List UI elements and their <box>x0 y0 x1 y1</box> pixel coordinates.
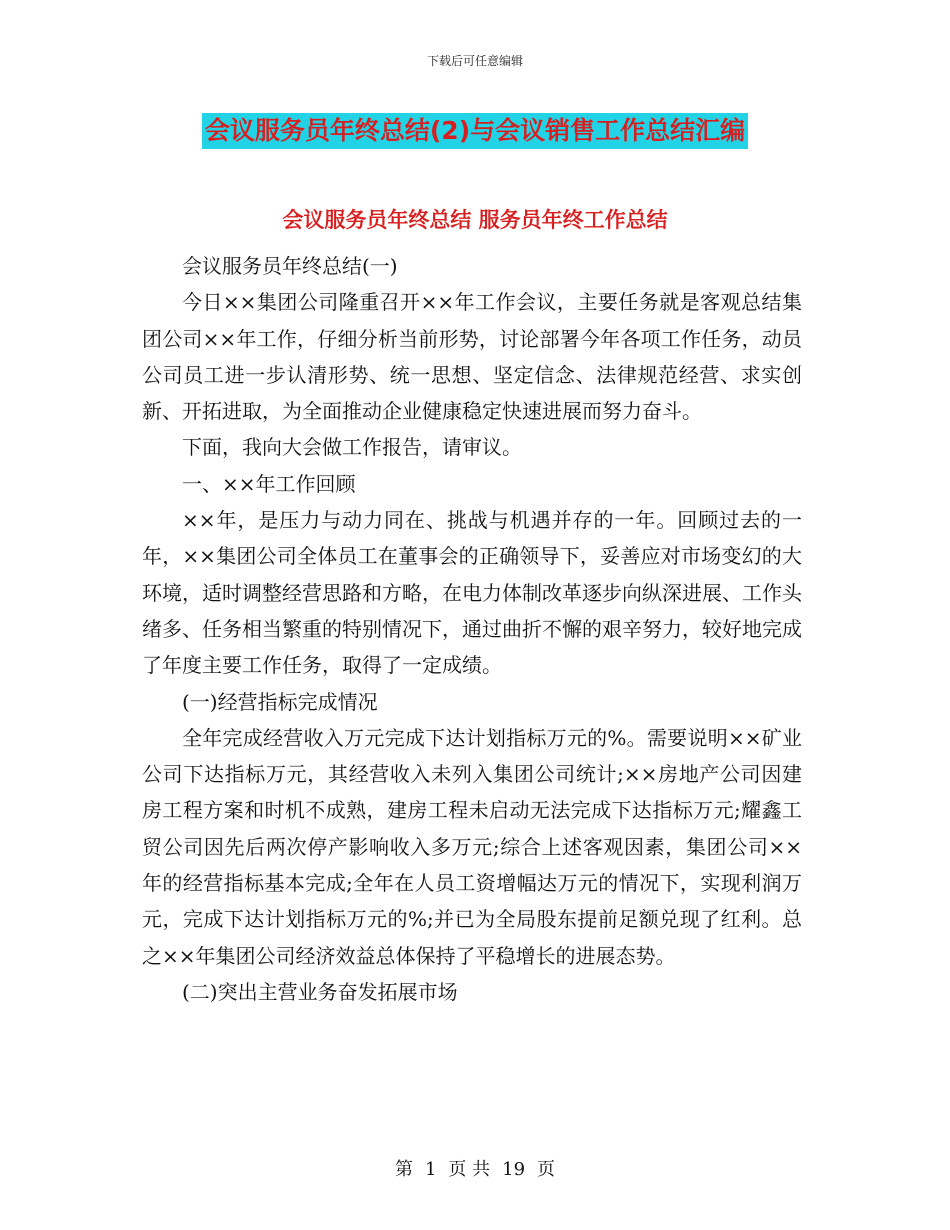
page-footer <box>0 1155 950 1181</box>
section-title: 会议服务员年终总结 服务员年终工作总结 <box>282 208 668 232</box>
paragraph-heading-4: (二)突出主营业务奋发拓展市场 <box>182 979 458 1004</box>
document-title: 会议服务员年终总结(2)与会议销售工作总结汇编 <box>202 113 748 149</box>
header-note: 下载后可任意编辑 <box>426 54 523 68</box>
paragraph: 今日××集团公司隆重召开××年工作会议，主要任务就是客观总结集团公司××年工作，仔细分析当前形势，讨论部署今年各项工作任务，动员公司员工进一步认清形势、统一思想、坚定信念、法律规范经营、求实创新、开拓进取，为全面推动企业健康稳定快速进展而努力奋斗。 <box>142 290 802 424</box>
page-mid: 页 共 <box>448 1159 491 1180</box>
paragraph-heading-1: 会议服务员年终总结(一) <box>182 254 398 278</box>
paragraph: ××年，是压力与动力同在、挑战与机遇并存的一年。回顾过去的一年，××集团公司全体员工在董事会的正确领导下，妥善应对市场变幻的大环境，适时调整经营思路和方略，在电力体制改革逐步向纵深进展、工作头绪多、任务相当繁重的特别情况下，通过曲折不懈的艰辛努力，较好地完成了年度主要工作任务，取得了一定成绩。 <box>142 508 802 678</box>
paragraph-heading-3: (一)经营指标完成情况 <box>182 689 378 714</box>
page-prefix: 第 <box>394 1159 413 1180</box>
main-title-wrap <box>0 113 950 149</box>
page-suffix: 页 <box>537 1159 556 1180</box>
page-number: 1 <box>424 1159 437 1180</box>
paragraph-heading-2: 一、××年工作回顾 <box>182 471 356 496</box>
paragraph: 全年完成经营收入万元完成下达计划指标万元的%。需要说明××矿业公司下达指标万元，其经营收入未列入集团公司统计;××房地产公司因建房工程方案和时机不成熟，建房工程未启动无法完成下达指标万元;耀鑫工贸公司因先后两次停产影响收入多万元;综合上述客观因素，集团公司××年的经营指标基本完成;全年在人员工资增幅达万元的情况下，实现利润万元，完成下达计划指标万元的%;并已为全局股东提前足额兑现了红利。总之××年集团公司经济效益总体保持了平稳增长的进展态势。 <box>142 725 802 968</box>
paragraph: 下面，我向大会做工作报告，请审议。 <box>182 435 522 460</box>
page-total: 19 <box>502 1159 526 1180</box>
document-body <box>142 248 802 1010</box>
